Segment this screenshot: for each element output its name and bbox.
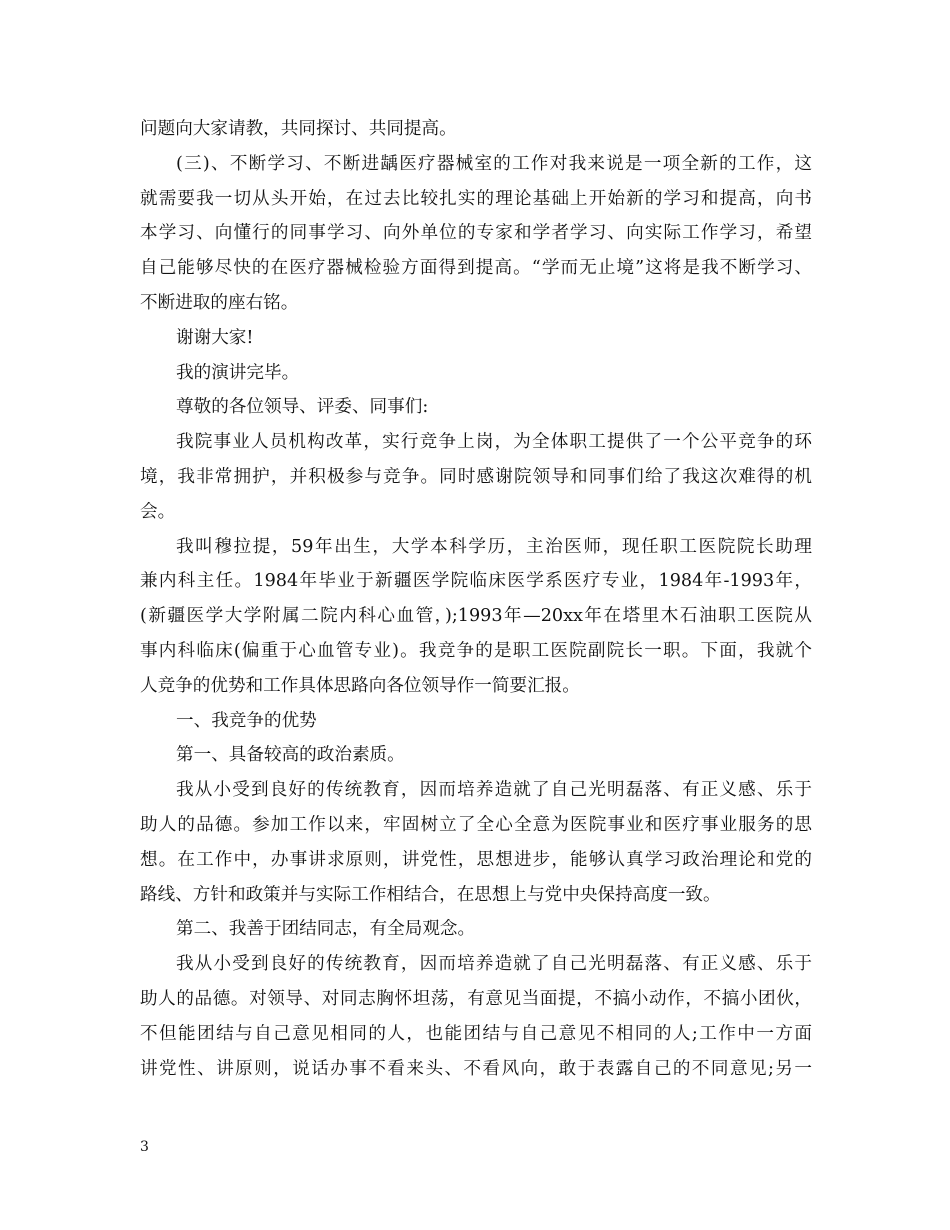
text-line: 我叫穆拉提，59年出生，大学本科学历，主治医师，现任职工医院院长助理 [176,536,812,557]
text-line: 就需要我一切从头开始，在过去比较扎实的理论基础上开始新的学习和提高，向书 [140,188,812,209]
text-line: 兼内科主任。1984年毕业于新疆医学院临床医学系医疗专业，1984年-1993年， [140,571,812,592]
text-line: 我从小受到良好的传统教育，因而培养造就了自己光明磊落、有正义感、乐于 [176,780,812,801]
text-line: 我从小受到良好的传统教育，因而培养造就了自己光明磊落、有正义感、乐于 [176,954,812,975]
text-line: 不断进取的座右铭。 [140,292,299,313]
text-line: 我的演讲完毕。 [176,362,300,383]
text-line: 境，我非常拥护，并积极参与竞争。同时感谢院领导和同事们给了我这次难得的机 [140,466,812,487]
text-line: 自己能够尽快的在医疗器械检验方面得到提高。“学而无止境”这将是我不断学习、 [140,258,812,279]
page-number: 3 [140,1139,149,1155]
text-line: 事内科临床(偏重于心血管专业)。我竞争的是职工医院副院长一职。下面，我就个 [140,640,812,661]
text-line: 第二、我善于团结同志，有全局观念。 [176,919,476,940]
text-line: 人竞争的优势和工作具体思路向各位领导作一简要汇报。 [140,675,580,696]
text-line: 谢谢大家! [176,327,254,348]
text-line: 我院事业人员机构改革，实行竞争上岗，为全体职工提供了一个公平竞争的环 [176,432,812,453]
text-line: 一、我竞争的优势 [176,710,317,731]
text-line: (新疆医学大学附属二院内科心血管，);1993年—20xx年在塔里木石油职工医院从 [140,606,812,627]
text-line: 会。 [140,501,176,522]
text-line: 讲党性、讲原则，说话办事不看来头、不看风向，敢于表露自己的不同意见;另一 [140,1058,812,1079]
text-line: 助人的品德。参加工作以来，牢固树立了全心全意为医院事业和医疗事业服务的思 [140,814,812,835]
text-line: 助人的品德。对领导、对同志胸怀坦荡，有意见当面提，不搞小动作，不搞小团伙， [140,988,812,1009]
text-line: 想。在工作中，办事讲求原则，讲党性，思想进步，能够认真学习政治理论和党的 [140,849,812,870]
text-line: 问题向大家请教，共同探讨、共同提高。 [140,119,457,139]
body-text [140,112,812,1086]
text-line: 第一、具备较高的政治素质。 [176,745,405,766]
text-line: 尊敬的各位领导、评委、同事们: [176,397,429,418]
text-line: 不但能团结与自己意见相同的人，也能团结与自己意见不相同的人;工作中一方面 [140,1023,812,1044]
text-line: 本学习、向懂行的同事学习、向外单位的专家和学者学习、向实际工作学习，希望 [140,223,812,244]
text-line: 路线、方针和政策并与实际工作相结合，在思想上与党中央保持高度一致。 [140,884,721,905]
text-line: (三)、不断学习、不断进龋医疗器械室的工作对我来说是一项全新的工作，这 [176,153,812,174]
